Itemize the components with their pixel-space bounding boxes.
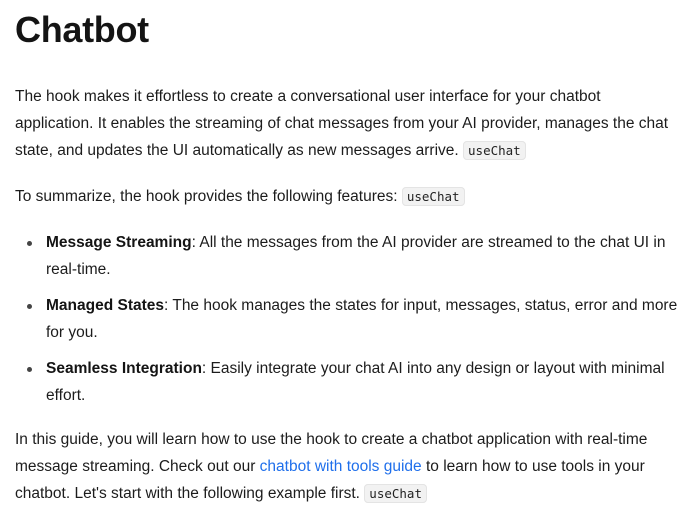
- list-item: [15, 229, 680, 283]
- intro-text: The hook makes it effortless to create a conversational user interface for your chatbot application. It enables the streaming of chat messages from your AI provider, manages the chat state, and updates the UI automatically as new messages arrive.: [15, 88, 669, 159]
- list-item: [15, 355, 680, 409]
- feature-description: : Easily integrate your chat AI into any design or layout with minimal effort.: [46, 360, 665, 404]
- guide-paragraph: [15, 426, 680, 507]
- page-title: Chatbot: [15, 9, 149, 50]
- summary-paragraph: [15, 183, 680, 210]
- feature-term: Message Streaming: [46, 234, 192, 251]
- intro-code: useChat: [463, 141, 526, 160]
- summary-code: useChat: [402, 187, 465, 206]
- tools-guide-link[interactable]: chatbot with tools guide: [259, 458, 422, 475]
- guide-code: useChat: [364, 484, 427, 503]
- bullet-icon: [27, 304, 32, 309]
- bullet-icon: [27, 367, 32, 372]
- feature-term: Managed States: [46, 297, 165, 314]
- guide-text-after: to learn how to use tools in your chatbot. Let's start with the following example first.: [15, 458, 645, 502]
- intro-paragraph: [15, 83, 680, 164]
- feature-list: [15, 229, 680, 418]
- bullet-icon: [27, 241, 32, 246]
- list-item: [15, 292, 680, 346]
- feature-description: : All the messages from the AI provider are streamed to the chat UI in real-time.: [46, 234, 666, 278]
- feature-description: : The hook manages the states for input, messages, status, error and more for you.: [46, 297, 678, 341]
- guide-text-before: In this guide, you will learn how to use the hook to create a chatbot application with real-time message streaming. Check out our: [15, 431, 648, 475]
- feature-term: Seamless Integration: [46, 360, 202, 377]
- summary-text: To summarize, the hook provides the following features:: [15, 188, 398, 205]
